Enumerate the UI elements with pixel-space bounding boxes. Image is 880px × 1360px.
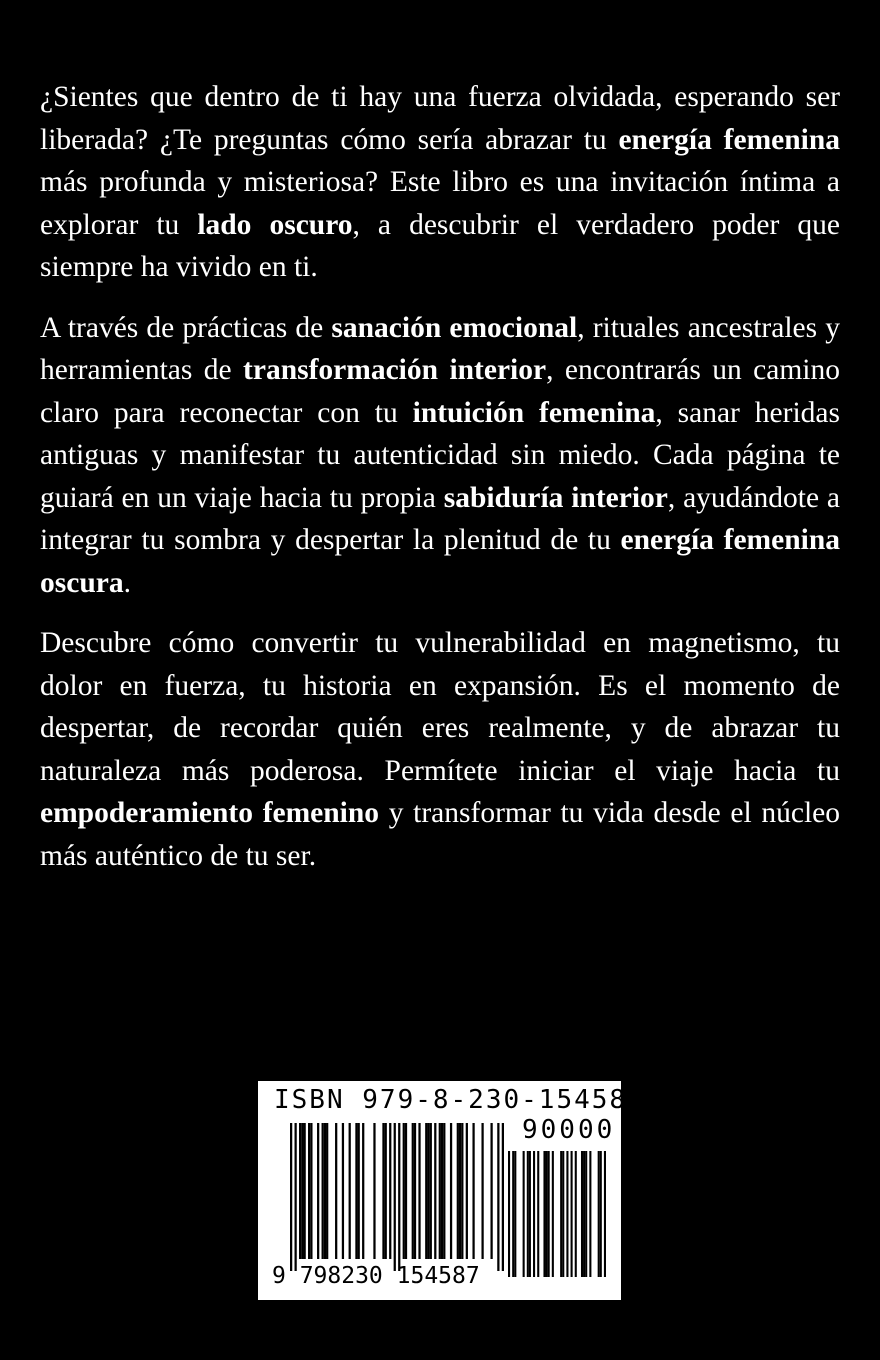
- barcode-bar: [466, 1123, 468, 1259]
- barcode-bar: [362, 1123, 364, 1259]
- barcode-bar: [508, 1151, 510, 1277]
- barcode-bar: [562, 1151, 564, 1277]
- blurb-paragraph-3: [40, 622, 840, 877]
- barcode-bar: [575, 1151, 577, 1277]
- barcode-bar: [523, 1151, 525, 1277]
- barcode-bar: [324, 1123, 326, 1259]
- barcode-bar: [301, 1123, 303, 1259]
- barcode-bar: [430, 1123, 432, 1259]
- barcode-bar: [533, 1151, 535, 1277]
- barcode-bar: [427, 1123, 429, 1259]
- barcode-bar: [598, 1151, 600, 1277]
- blurb-emphasis: empoderamiento femenino: [40, 797, 380, 829]
- barcode-bar: [600, 1151, 602, 1277]
- barcode-bar: [457, 1123, 459, 1259]
- barcode-bar: [310, 1123, 312, 1259]
- barcode-bar: [527, 1151, 529, 1277]
- barcode-bar: [434, 1123, 436, 1259]
- barcode-bar: [512, 1151, 514, 1277]
- barcode-bar: [405, 1123, 407, 1259]
- ean-digits: 9 798230 154587: [272, 1263, 480, 1289]
- blurb-run: más profunda y misteriosa? Este libro es una invitación íntima a explorar tu: [40, 166, 840, 241]
- barcode-bar: [394, 1123, 396, 1271]
- barcode-bar: [560, 1151, 562, 1277]
- barcode-bar: [589, 1151, 591, 1277]
- barcode-bar: [382, 1123, 384, 1259]
- barcode-bar: [514, 1151, 516, 1277]
- barcode-bar: [385, 1123, 387, 1259]
- barcode-bar: [441, 1123, 443, 1259]
- barcode-bar: [304, 1123, 306, 1259]
- barcode-bar: [425, 1123, 427, 1259]
- barcode-bar: [322, 1123, 324, 1259]
- blurb-run: ¿Sientes que dentro de ti hay una fuerza olvidada, esperando ser liberada? ¿Te preguntas cómo sería abrazar tu: [40, 81, 840, 156]
- blurb-emphasis: sanación emocional: [331, 311, 578, 344]
- blurb-paragraph-2: [40, 307, 840, 605]
- barcode-bar: [459, 1123, 461, 1259]
- blurb-run: , encontrarás un camino claro para reconectar con tu: [40, 354, 840, 429]
- barcode-bar: [412, 1123, 414, 1259]
- blurb-emphasis: energía femenina oscura: [40, 524, 840, 599]
- blurb-emphasis: transformación interior: [243, 354, 547, 386]
- price-code: 90000: [522, 1115, 616, 1145]
- barcode-bar: [389, 1123, 391, 1259]
- blurb-paragraph-1: [40, 76, 840, 289]
- barcode-bar: [317, 1123, 319, 1259]
- blurb-emphasis: intuición femenina: [412, 396, 656, 429]
- barcode-bar: [290, 1123, 292, 1271]
- barcode-bar: [299, 1123, 301, 1259]
- barcode-bar: [581, 1151, 583, 1277]
- barcode-bar: [373, 1123, 375, 1259]
- barcode-bar: [502, 1123, 504, 1271]
- blurb-run: , a descubrir el verdadero poder que siempre ha vivido en ti.: [40, 208, 840, 283]
- barcode-bar: [543, 1151, 545, 1277]
- barcode-bar: [295, 1123, 297, 1271]
- barcode-bar: [414, 1123, 416, 1259]
- barcode-bar: [585, 1151, 587, 1277]
- barcode-bar: [349, 1123, 351, 1259]
- blurb-run: .: [123, 566, 131, 599]
- barcode-bar: [439, 1123, 441, 1259]
- isbn-barcode-block: [258, 1081, 663, 1300]
- barcode-bar: [566, 1151, 568, 1277]
- barcode-bar: [529, 1151, 531, 1277]
- barcode-bar: [537, 1151, 539, 1277]
- blurb-run: A través de prácticas de: [40, 311, 332, 344]
- isbn-label: ISBN 979-8-230-15458-7: [274, 1085, 663, 1115]
- blurb-emphasis: sabiduría interior: [443, 481, 668, 514]
- barcode-bar: [481, 1123, 483, 1259]
- barcode-bar: [355, 1123, 357, 1259]
- barcode-bar: [490, 1123, 492, 1259]
- blurb-run: Descubre cómo convertir tu vulnerabilidad en magnetismo, tu dolor en fuerza, tu historia en expansión. Es el momento de despertar, de recordar quién eres realmente, y de abrazar tu naturaleza más poderosa. Permítete iniciar el viaje hacia tu: [40, 627, 840, 787]
- barcode-bar: [571, 1151, 573, 1277]
- blurb-text: [40, 76, 840, 895]
- barcode-bar: [326, 1123, 328, 1259]
- barcode-bar: [403, 1123, 405, 1259]
- ean13-barcode: [290, 1123, 504, 1271]
- barcode-bar: [398, 1123, 400, 1271]
- addon-barcode: [508, 1151, 606, 1277]
- barcode-bar: [335, 1123, 337, 1259]
- barcode-bar: [548, 1151, 550, 1277]
- barcode-bar: [461, 1123, 463, 1259]
- blurb-run: , ayudándote a integrar tu sombra y despertar la plenitud de tu: [40, 481, 840, 556]
- blurb-run: y transformar tu vida desde el núcleo más auténtico de tu ser.: [40, 797, 840, 872]
- barcode-bar: [604, 1151, 606, 1277]
- barcode-bar: [358, 1123, 360, 1259]
- barcode-bar: [472, 1123, 474, 1259]
- blurb-emphasis: energía femenina: [618, 123, 840, 156]
- barcode-bar: [342, 1123, 344, 1259]
- barcode-bar: [497, 1123, 499, 1271]
- barcode-bar: [546, 1151, 548, 1277]
- blurb-emphasis: lado oscuro: [197, 208, 353, 241]
- blurb-run: , rituales ancestrales y herramientas de: [40, 311, 840, 386]
- barcode-bar: [552, 1151, 554, 1277]
- barcode-bar: [308, 1123, 310, 1259]
- barcode-bar: [583, 1151, 585, 1277]
- blurb-run: , sanar heridas antiguas y manifestar tu autenticidad sin miedo. Cada página te guiará en un viaje hacia tu propia: [40, 396, 840, 514]
- barcode-bar: [418, 1123, 420, 1259]
- barcode-bar: [443, 1123, 445, 1259]
- barcode-bar: [450, 1123, 452, 1259]
